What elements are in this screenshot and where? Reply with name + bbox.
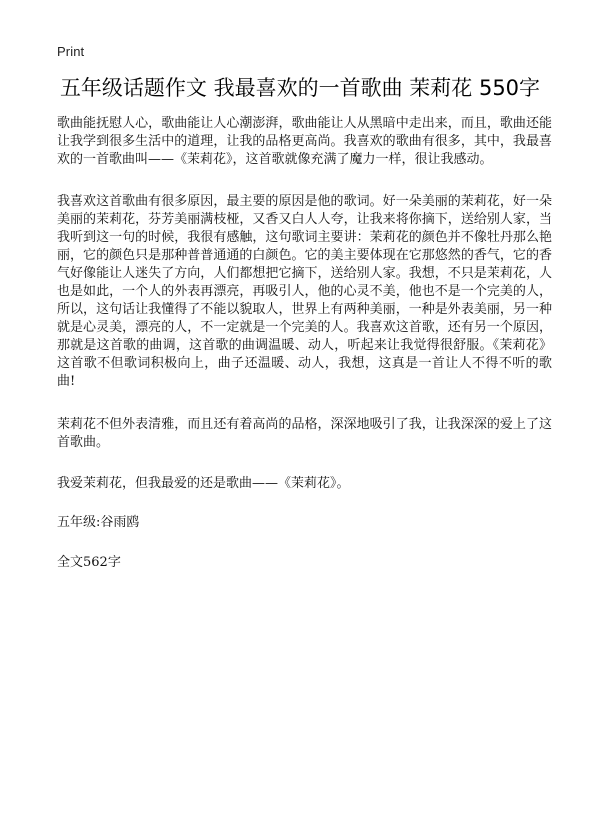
article-paragraph-1: 歌曲能抚慰人心，歌曲能让人心潮澎湃，歌曲能让人从黑暗中走出来，而且，歌曲还能让我学到很多生活中的道理，让我的品格更高尚。我喜欢的歌曲有很多，其中，我最喜欢的一首歌曲叫——《茉莉花》，这首歌就像充满了魔力一样，很让我感动。 — [57, 116, 552, 167]
page-title: 五年级话题作文 我最喜欢的一首歌曲 茉莉花 550字 — [59, 76, 541, 100]
author-line: 五年级:谷雨鸥 — [57, 515, 140, 530]
article-paragraph-3: 茉莉花不但外表清雅，而且还有着高尚的品格，深深地吸引了我，让我深深的爱上了这首歌曲。 — [57, 417, 552, 450]
article-paragraph-4: 我爱茉莉花，但我最爱的还是歌曲——《茉莉花》。 — [57, 476, 350, 491]
print-link[interactable]: Print — [57, 44, 85, 59]
article-paragraph-2: 我喜欢这首歌曲有很多原因，最主要的原因是他的歌词。好一朵美丽的茉莉花，好一朵美丽的茉莉花，芬芳美丽满枝桠，又香又白人人夸，让我来将你摘下，送给别人家，当我听到这一句的时候，我很有感触，这句歌词主要讲：茉莉花的颜色并不像牡丹那么艳丽，它的颜色只是那种普普通通的白颜色。它的美主要体现在它那悠然的香气，它的香气好像能让人迷失了方向，人们都想把它摘下，送给别人家。我想，不只是茉莉花，人也是如此，一个人的外表再漂亮，再吸引人，他的心灵不美，他也不是一个完美的人，所以，这句话让我懂得了不能以貌取人，世界上有两种美丽，一种是外表美丽，另一种就是心灵美，漂亮的人，不一定就是一个完美的人。我喜欢这首歌，还有另一个原因，那就是这首歌的曲调，这首歌的曲调温暖、动人，听起来让我觉得很舒服。《茉莉花》这首歌不但歌词积极向上，曲子还温暖、动人，我想，这真是一首让人不得不听的歌曲! — [57, 194, 552, 389]
word-count: 全文562字 — [57, 555, 121, 570]
article-body — [57, 115, 552, 572]
